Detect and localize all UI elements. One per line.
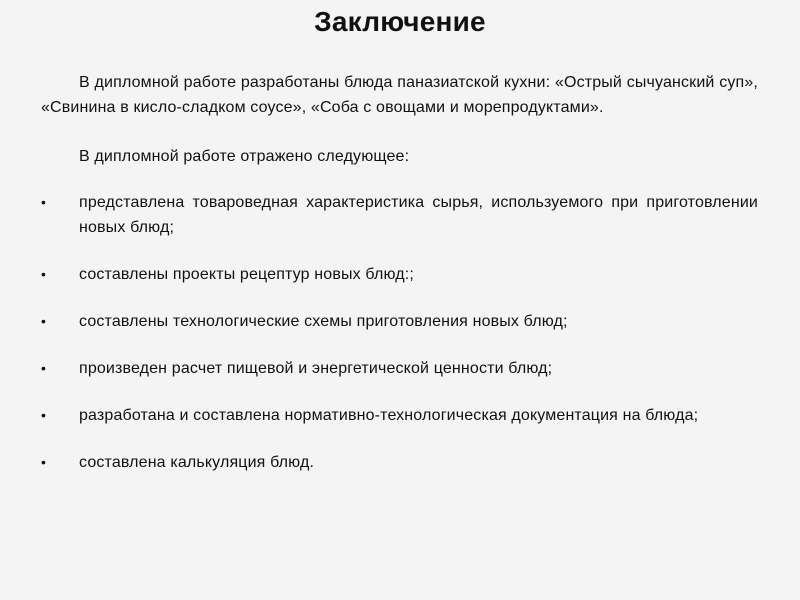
intro-paragraph: В дипломной работе разработаны блюда паназиатской кухни: «Острый сычуанский суп», «Свинина в кисло-сладком соусе», «Соба с овощами и морепродуктами».	[41, 74, 758, 116]
list-item	[41, 309, 758, 334]
bullet-icon: •	[41, 313, 47, 329]
slide-title: Заключение	[314, 6, 486, 37]
list-intro-paragraph: В дипломной работе отражено следующее:	[79, 148, 410, 165]
bullet-icon: •	[41, 407, 47, 423]
list-item	[41, 190, 758, 240]
list-item	[41, 403, 758, 428]
list-item-text: произведен расчет пищевой и энергетической ценности блюд;	[79, 360, 553, 377]
list-item-text: составлены технологические схемы приготовления новых блюд;	[79, 313, 568, 330]
conclusion-list	[41, 190, 758, 475]
list-item-text: составлены проекты рецептур новых блюд:;	[79, 266, 414, 283]
list-item-text: составлена калькуляция блюд.	[79, 454, 315, 471]
list-item-text: представлена товароведная характеристика сырья, используемого при приготовлении новых блюд;	[79, 194, 758, 236]
bullet-icon: •	[41, 194, 47, 210]
list-item	[41, 262, 758, 287]
list-item	[41, 450, 758, 475]
list-item-text: разработана и составлена нормативно-технологическая документация на блюда;	[79, 407, 699, 424]
slide-body	[41, 70, 758, 475]
bullet-icon: •	[41, 454, 47, 470]
bullet-icon: •	[41, 266, 47, 282]
list-item	[41, 356, 758, 381]
bullet-icon: •	[41, 360, 47, 376]
